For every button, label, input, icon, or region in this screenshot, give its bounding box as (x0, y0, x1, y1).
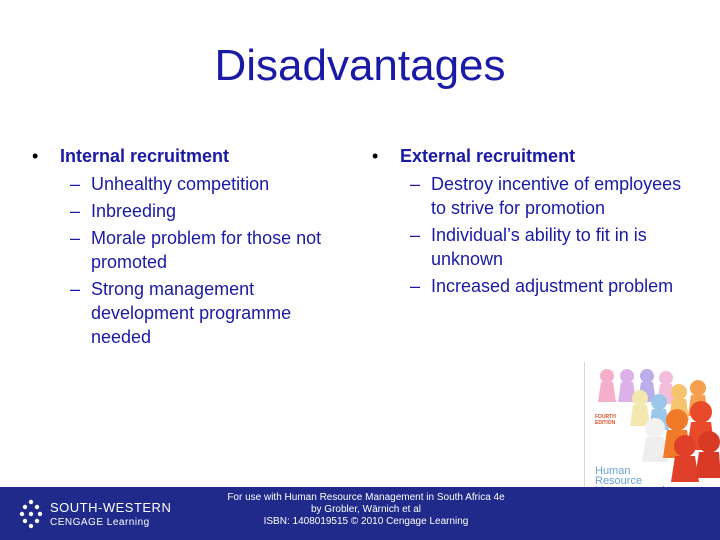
list-item (370, 274, 690, 298)
list-item (30, 226, 330, 274)
left-column (30, 144, 330, 352)
left-heading-text: Internal recruitment (60, 146, 230, 166)
list-item-text: Strong management development programme needed (91, 279, 292, 347)
book-edition: FOURTH EDITION (595, 414, 616, 426)
list-item (30, 172, 330, 196)
dash-marker: – (70, 279, 81, 299)
list-item-text: Unhealthy competition (91, 174, 270, 194)
footer-bar (0, 487, 720, 540)
footer-caption (196, 492, 536, 528)
caption-line-2: by Grobler, Wärnich et al (310, 504, 422, 515)
cengage-logo-icon (18, 497, 44, 529)
left-heading (30, 144, 330, 168)
right-heading-text: External recruitment (400, 146, 576, 166)
list-item-text: Morale problem for those not promoted (91, 228, 322, 272)
dash-marker: – (70, 201, 81, 221)
list-item-text: Individual’s ability to fit in is unknown (431, 225, 647, 269)
caption-line-3: ISBN: 1408019515 © 2010 Cengage Learning (263, 516, 469, 527)
list-item (370, 172, 690, 220)
list-item (30, 199, 330, 223)
caption-line-1: For use with Human Resource Management in South Africa 4e (227, 492, 505, 503)
dash-marker: – (410, 276, 421, 296)
list-item-text: Inbreeding (91, 201, 177, 221)
left-sub-list (30, 172, 330, 349)
right-column (370, 144, 690, 301)
right-sub-list (370, 172, 690, 298)
brand-line-1: SOUTH-WESTERN (50, 500, 172, 515)
right-heading (370, 144, 690, 168)
dash-marker: – (410, 225, 421, 245)
dash-marker: – (70, 174, 81, 194)
book-title: Human Resource (595, 465, 643, 487)
list-item-text: Increased adjustment problem (431, 276, 674, 296)
list-item-text: Destroy incentive of employees to strive for promotion (431, 174, 682, 218)
bullet-marker: • (32, 146, 39, 166)
brand-line-2: CENGAGE Learning (50, 517, 150, 528)
bullet-marker: • (372, 146, 379, 166)
list-item (370, 223, 690, 271)
dash-marker: – (70, 228, 81, 248)
dash-marker: – (410, 174, 421, 194)
list-item (30, 277, 330, 349)
slide-title: Disadvantages (214, 41, 506, 90)
